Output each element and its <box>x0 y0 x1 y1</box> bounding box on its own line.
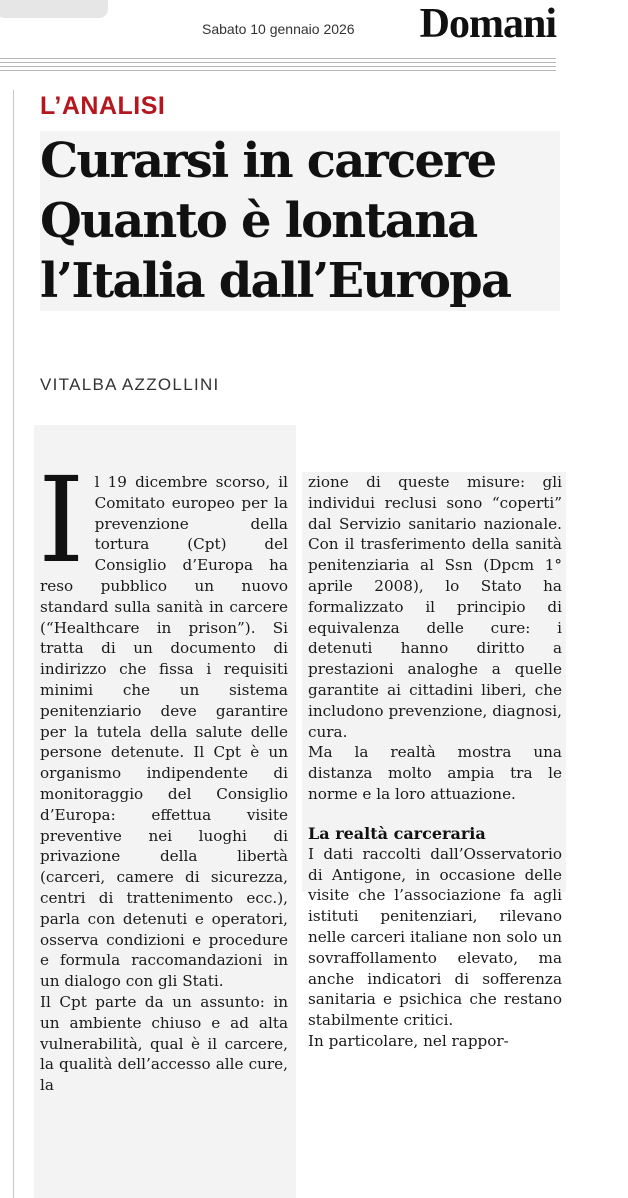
headline-line-2: Quanto è lontana <box>40 193 477 249</box>
col2-paragraph-1: zione di queste misure: gli individui reclusi sono “coperti” dal Servizio sanitario nazionale. Con il trasferimento della sanità penitenziaria al Ssn (Dpcm 1° aprile 2008), lo Stato ha formalizzato il principio di equivalenza delle cure: i detenuti hanno diritto a prestazioni analoghe a quelle garantite ai cittadini liberi, che includono prevenzione, diagnosi, cura. <box>308 473 562 741</box>
col2-paragraph-4: In particolare, nel rappor- <box>308 1031 509 1050</box>
left-margin-rule <box>13 90 14 1198</box>
headline <box>40 131 560 311</box>
byline: VITALBA AZZOLLINI <box>40 375 220 394</box>
issue-date: Sabato 10 gennaio 2026 <box>202 21 355 37</box>
col2-paragraph-3: I dati raccolti dall’Osservatorio di Antigone, in occasione delle visite che l’associazione fa agli istituti penitenziari, rilevano nelle carceri italiane non solo un sovraffollamento elevato, ma anche indicatori di sofferenza sanitaria e psichica che restano stabilmente critici. <box>308 844 562 1030</box>
masthead <box>0 0 560 56</box>
drop-cap: I <box>38 451 85 589</box>
col1-paragraph-1: l 19 dicembre scorso, il Comitato europeo per la prevenzione della tortura (Cpt) del Consiglio d’Europa ha reso pubblico un nuovo standard sulla sanità in carcere (“Healthcare in prison”). Si tratta di un documento di indirizzo che fissa i requisiti minimi che un sistema penitenziario deve garantire per la tutela della salute delle persone detenute. Il Cpt è un organismo indipendente di monitoraggio del Consiglio d’Europa: effettua visite preventive nei luoghi di privazione della libertà (carceri, camere di sicurezza, centri di trattenimento ecc.), parla con detenuti e operatori, osserva condizioni e procedure e formula raccomandazioni in un dialogo con gli Stati. <box>40 473 288 991</box>
section-kicker: L’ANALISI <box>40 92 166 120</box>
headline-line-1: Curarsi in carcere <box>40 133 496 189</box>
col2-subheading: La realtà carceraria <box>308 823 486 843</box>
masthead-rules <box>0 58 556 74</box>
col2-paragraph-2: Ma la realtà mostra una distanza molto ampia tra le norme e la loro attuazione. <box>308 743 562 803</box>
article-column-2 <box>308 472 562 1052</box>
headline-line-3: l’Italia dall’Europa <box>40 253 511 309</box>
col1-paragraph-2: Il Cpt parte da un assunto: in un ambiente chiuso e ad alta vulnerabilità, qual è il carcere, la qualità dell’accesso alle cure, la <box>40 992 288 1095</box>
newspaper-logo: Domani <box>419 1 556 47</box>
article-column-1 <box>38 451 288 1096</box>
